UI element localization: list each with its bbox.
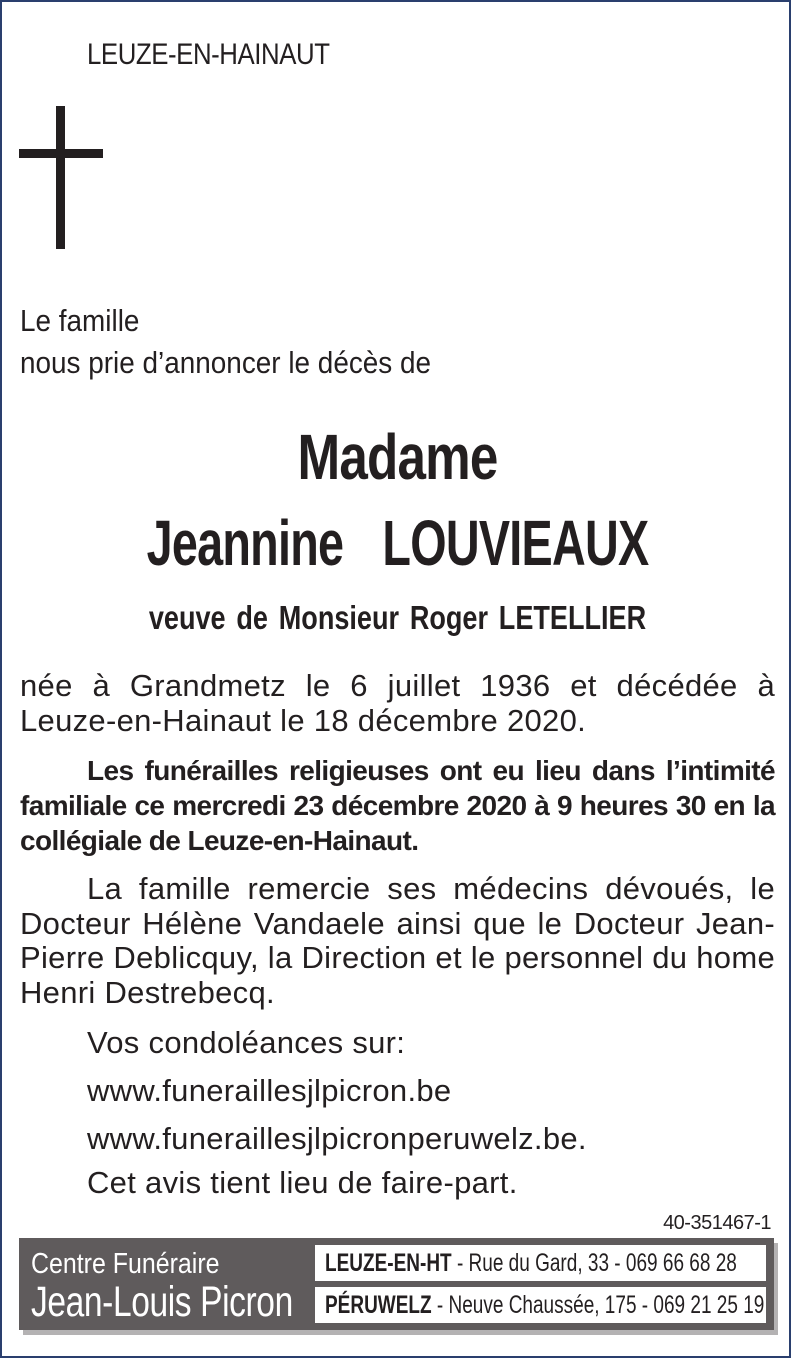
location-heading: LEUZE-EN-HAINAUT [87,38,330,71]
website-link-2[interactable]: www.funeraillesjlpicronperuwelz.be. [87,1121,587,1156]
funeral-home-label: Centre Funéraire [31,1248,220,1280]
website-link-1[interactable]: www.funeraillesjlpicron.be [87,1073,452,1108]
widow-of: veuve de Monsieur Roger LETELLIER [148,599,647,636]
announcement [20,300,431,384]
thanks-paragraph: La famille remercie ses médecins dévoués, le Docteur Hélène Vandaele ainsi que le Docteur Jean-Pierre Deblicquy, la Direction et le personnel du home Henri Destrebecq. [20,871,775,1010]
birth-death-paragraph: née à Grandmetz le 6 juillet 1936 et décédée à Leuze-en-Hainaut le 18 décembre 2020. [20,668,775,738]
reference-number: 40-351467-1 [663,1212,771,1234]
announcement-line-1: Le famille [20,303,140,338]
funeral-home-footer [19,1238,774,1330]
deceased-title: Madame [297,421,498,493]
address-leuze [315,1245,766,1281]
announcement-line-2: nous prie d’annoncer le décès de [20,345,432,380]
address-details: - Rue du Gard, 33 - 069 66 68 28 [451,1249,737,1277]
notice-line: Cet avis tient lieu de faire-part. [87,1165,518,1200]
address-city: PÉRUWELZ [325,1291,432,1319]
funeral-paragraph: Les funérailles religieuses ont eu lieu dans l’intimité familiale ce mercredi 23 décembre 2020 à 9 heures 30 en la collégiale de Leuze-en-Hainaut. [20,755,775,856]
condolences-label: Vos condoléances sur: [87,1025,406,1060]
deceased-name: Jeannine LOUVIEAUX [146,507,649,579]
address-details: - Neuve Chaussée, 175 - 069 21 25 19 [431,1291,765,1319]
funeral-home-name: Jean-Louis Picron [31,1278,293,1326]
address-peruwelz [315,1287,766,1323]
address-city: LEUZE-EN-HT [325,1249,452,1277]
